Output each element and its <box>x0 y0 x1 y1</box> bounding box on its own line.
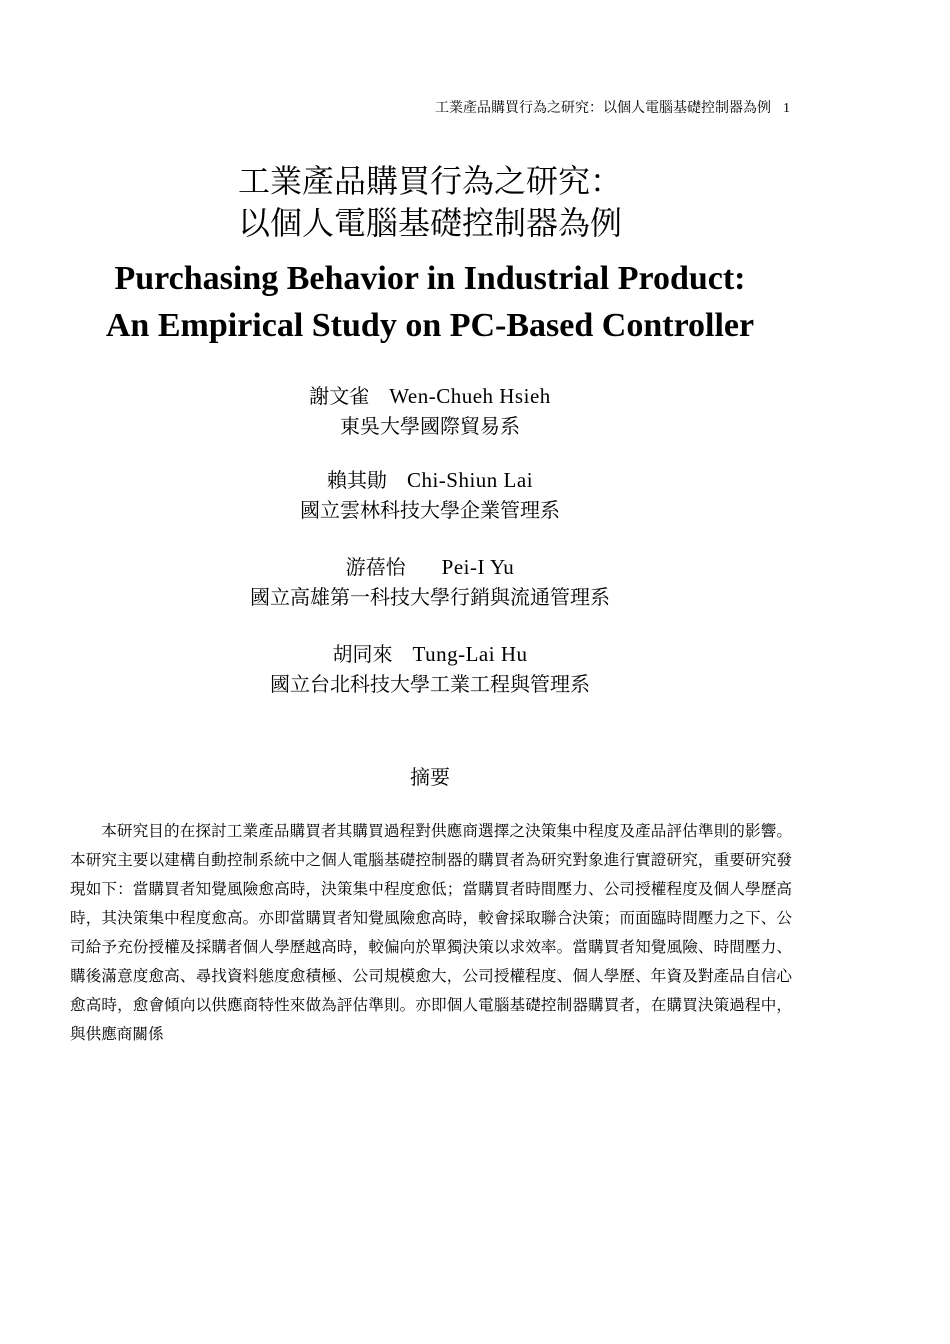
author-block <box>0 465 860 525</box>
author-affiliation: 國立台北科技大學工業工程與管理系 <box>270 672 590 696</box>
author-block <box>0 381 860 441</box>
paper-title-english <box>0 255 860 349</box>
author-name <box>0 552 860 582</box>
author-name-zh: 謝文雀 <box>309 384 370 408</box>
author-name-en: Chi-Shiun Lai <box>406 468 534 492</box>
running-header-title: 工業產品購買行為之研究：以個人電腦基礎控制器為例 <box>435 100 771 116</box>
title-en-line-2: An Empirical Study on PC-Based Controller <box>105 307 755 344</box>
author-name-en: Tung-Lai Hu <box>412 642 528 666</box>
author-name-en: Wen-Chueh Hsieh <box>389 384 551 408</box>
author-block <box>0 639 860 699</box>
page-number: 1 <box>783 101 790 116</box>
title-en-line-1: Purchasing Behavior in Industrial Product: <box>114 260 746 297</box>
running-header <box>435 98 790 119</box>
author-affiliation: 國立雲林科技大學企業管理系 <box>300 498 560 522</box>
author-affiliation: 國立高雄第一科技大學行銷與流通管理系 <box>250 585 610 609</box>
title-zh-line-1: 工業產品購買行為之研究： <box>237 162 622 200</box>
author-block <box>0 552 860 612</box>
abstract-body: 本研究目的在探討工業產品購買者其購買過程對供應商選擇之決策集中程度及產品評估準則的影響。本研究主要以建構自動控制系統中之個人電腦基礎控制器的購買者為研究對象進行實證研究，重要研究發現如下：當購買者知覺風險愈高時，決策集中程度愈低；當購買者時間壓力、公司授權程度及個人學歷高時，其決策集中程度愈高。亦即當購買者知覺風險愈高時，較會採取聯合決策；而面臨時間壓力之下、公司給予充份授權及採購者個人學歷越高時，較偏向於單獨決策以求效率。當購買者知覺風險、時間壓力、購後滿意度愈高、尋找資料態度愈積極、公司規模愈大，公司授權程度、個人學歷、年資及對產品自信心愈高時，愈會傾向以供應商特性來做為評估準則。亦即個人電腦基礎控制器購買者，在購買決策過程中，與供應商關係 <box>70 822 792 1043</box>
author-name-en: Pei-I Yu <box>441 555 515 579</box>
paper-title-chinese <box>0 160 860 244</box>
title-zh-line-2: 以個人電腦基礎控制器為例 <box>237 204 622 242</box>
author-affiliation: 東吳大學國際貿易系 <box>340 414 520 438</box>
author-name-zh: 胡同來 <box>332 642 393 666</box>
author-name-zh: 游蓓怡 <box>345 555 406 579</box>
author-name <box>0 465 860 495</box>
author-name <box>0 639 860 669</box>
abstract-heading: 摘要 <box>410 765 450 789</box>
author-name-zh: 賴其勛 <box>326 468 387 492</box>
author-name <box>0 381 860 411</box>
